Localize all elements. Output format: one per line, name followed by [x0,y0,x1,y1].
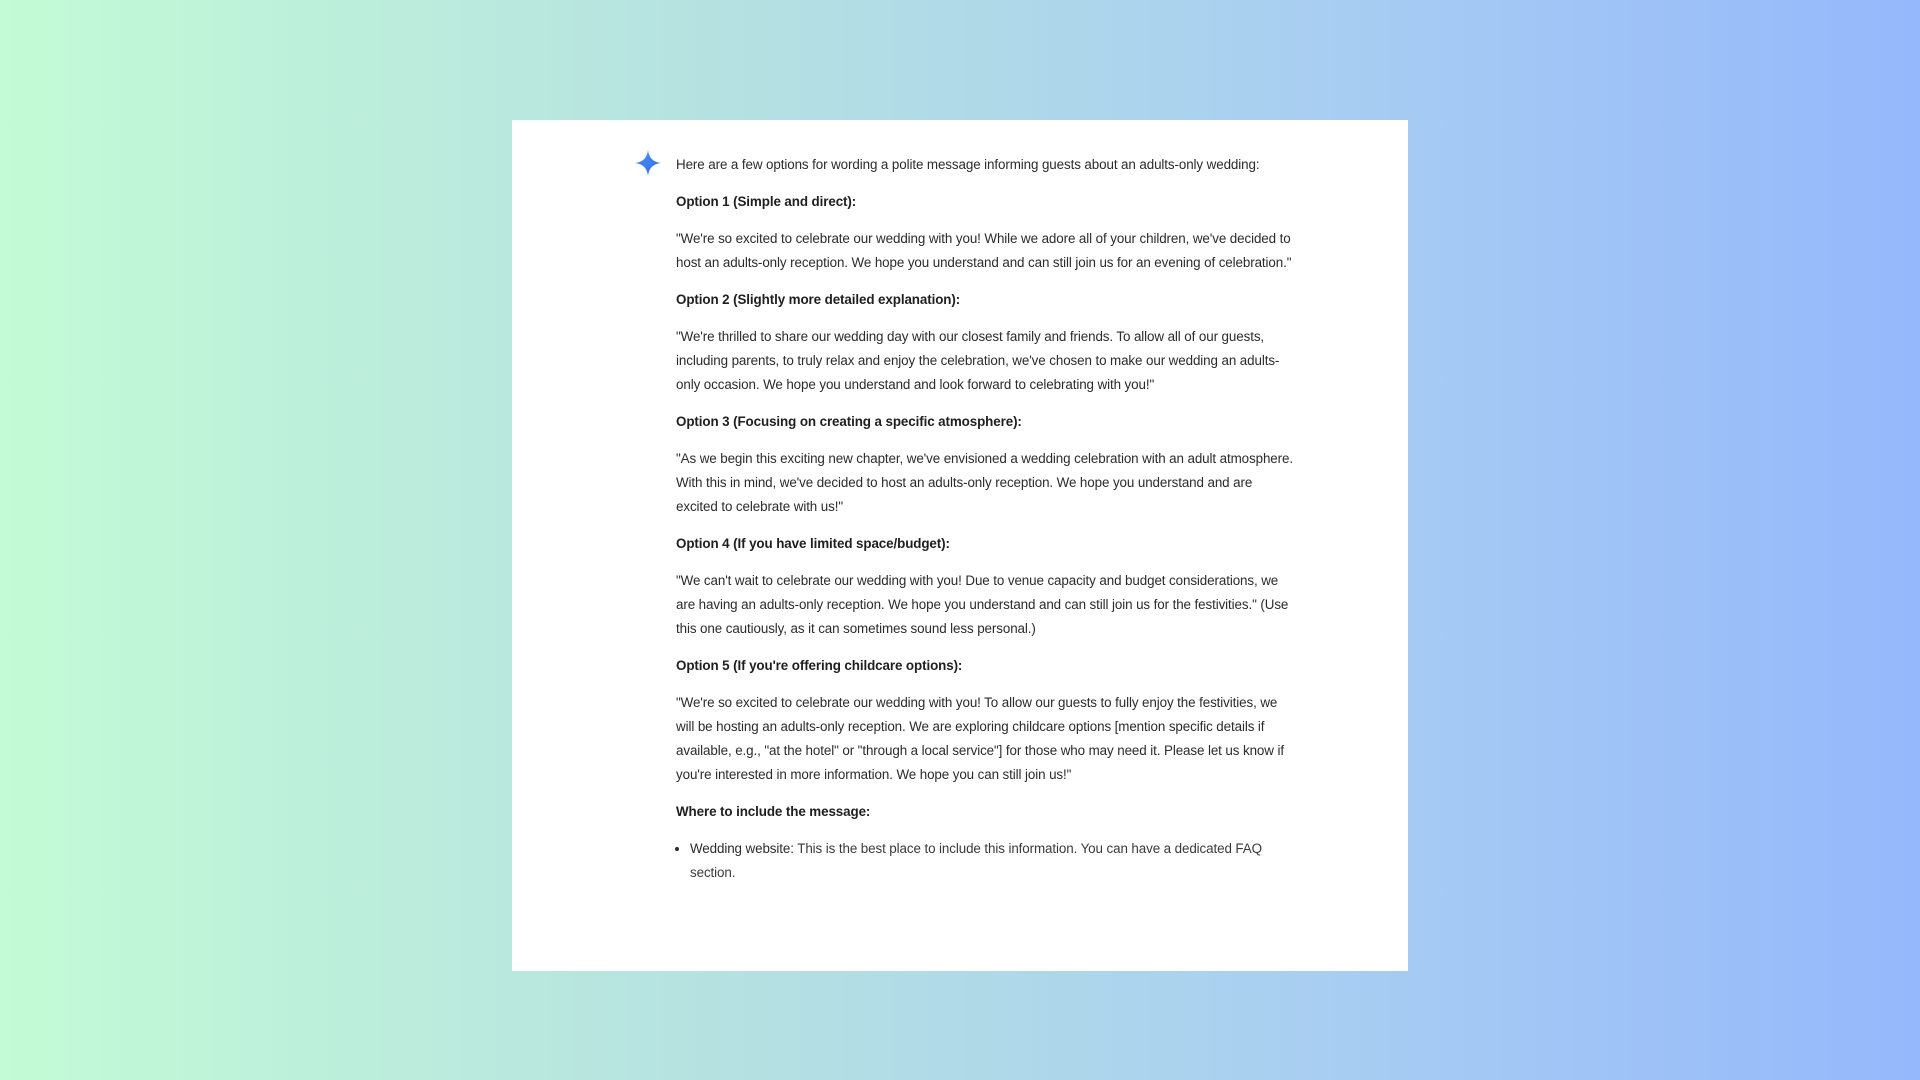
response-intro: Here are a few options for wording a polite message informing guests about an adults-only wedding: [676,157,1260,172]
list-item-label: Wedding website: [690,841,794,856]
option-5-text: "We're so excited to celebrate our wedding with you! To allow our guests to fully enjoy the festivities, we will be hosting an adults-only reception. We are exploring childcare options [mention specific details if available, e.g., "at the hotel" or "through a local service"] for those who may need it. Please let us know if you're interested in more information. We hope you can still join us!" [676,695,1284,782]
option-2-text: "We're thrilled to share our wedding day with our closest family and friends. To allow all of our guests, including parents, to truly relax and enjoy the celebration, we've chosen to make our wedding an adults-only occasion. We hope you understand and look forward to celebrating with you!" [676,329,1280,392]
option-4-heading: Option 4 (If you have limited space/budget): [676,536,950,551]
option-1-heading: Option 1 (Simple and direct): [676,194,857,209]
gemini-sparkle-icon [634,149,662,177]
option-3-heading: Option 3 (Focusing on creating a specific atmosphere): [676,414,1022,429]
list-item-text: This is the best place to include this information. You can have a dedicated FAQ section. [690,841,1262,880]
response-body [676,153,1296,885]
option-4-text: "We can't wait to celebrate our wedding with you! Due to venue capacity and budget considerations, we are having an adults-only reception. We hope you understand and can still join us for the festivities." (Use this one cautiously, as it can sometimes sound less personal.) [676,573,1289,636]
option-5-heading: Option 5 (If you're offering childcare options): [676,658,963,673]
where-list [676,837,1296,885]
where-heading: Where to include the message: [676,804,871,819]
list-item [690,837,1296,885]
option-1-text: "We're so excited to celebrate our wedding with you! While we adore all of your children, we've decided to host an adults-only reception. We hope you understand and can still join us for an evening of celebration." [676,231,1292,270]
chat-response-card [512,120,1408,971]
bottom-fade [512,931,1408,971]
option-3-text: "As we begin this exciting new chapter, we've envisioned a wedding celebration with an adult atmosphere. With this in mind, we've decided to host an adults-only reception. We hope you understand and are excited to celebrate with us!" [676,451,1293,514]
option-2-heading: Option 2 (Slightly more detailed explanation): [676,292,961,307]
